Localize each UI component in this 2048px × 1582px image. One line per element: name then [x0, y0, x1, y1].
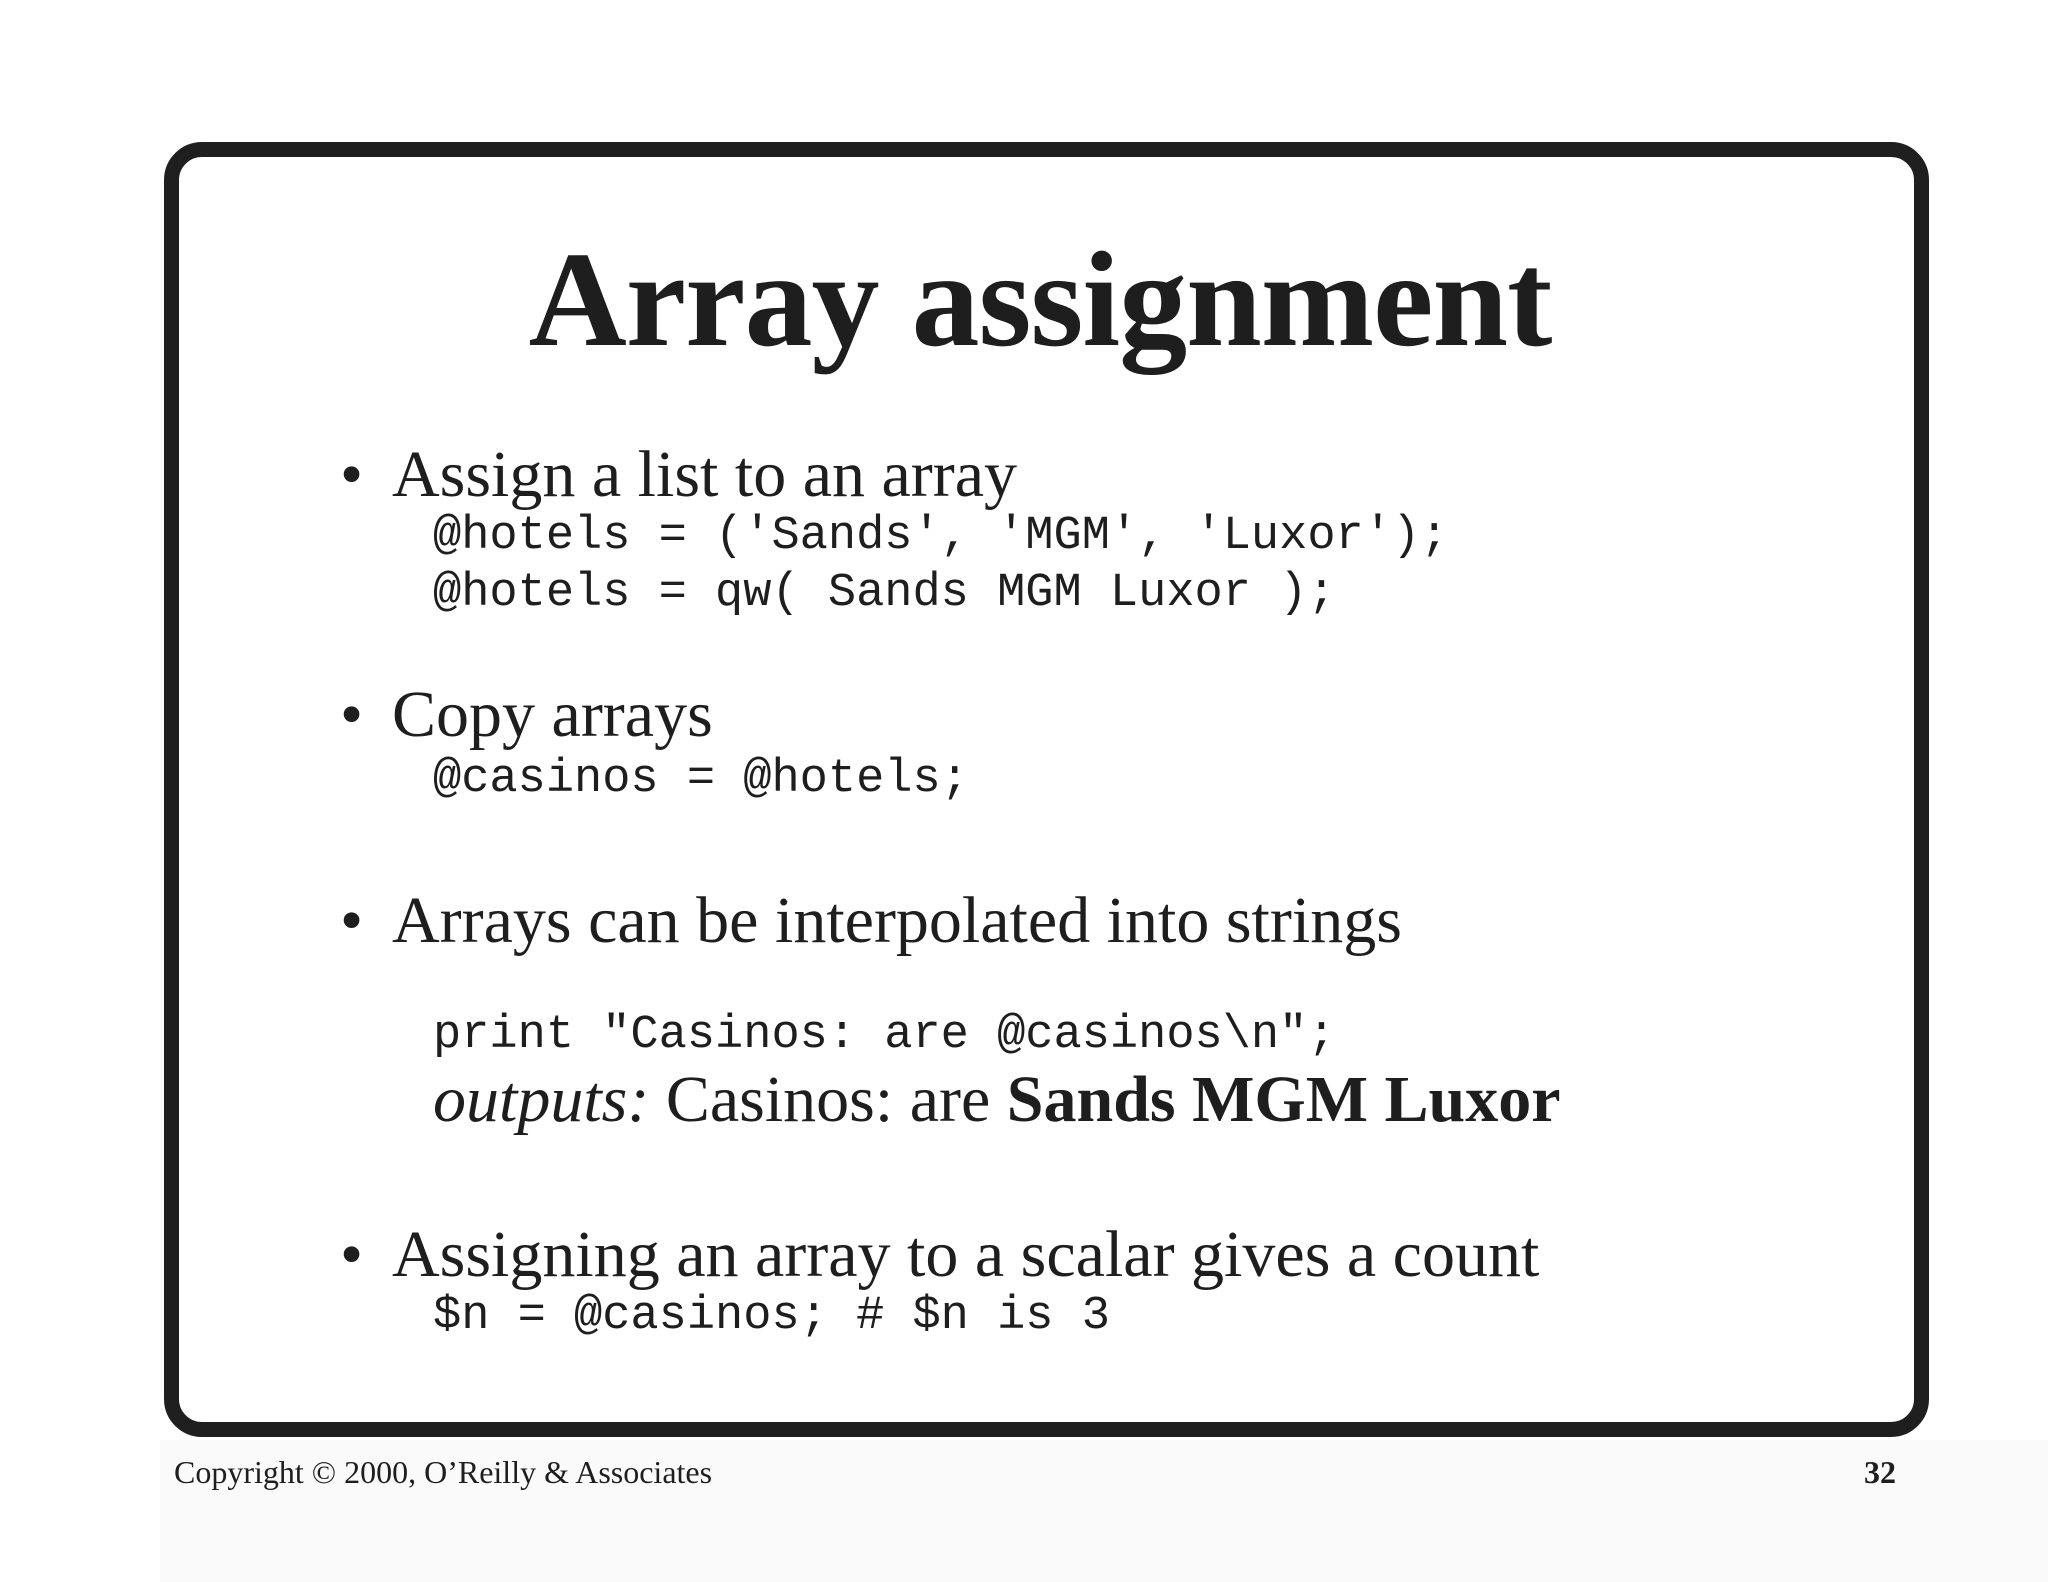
code-line: @casinos = @hotels; — [433, 753, 969, 806]
bullet-icon: • — [340, 884, 364, 957]
output-plain-text: Casinos: are — [649, 1063, 1007, 1136]
output-bold-text: Sands MGM Luxor — [1006, 1063, 1561, 1136]
output-label: outputs: — [433, 1063, 650, 1136]
bullet-icon: • — [340, 438, 364, 511]
bullet-item — [340, 1218, 1540, 1291]
bullet-icon: • — [340, 678, 364, 751]
code-line: @hotels = ('Sands', 'MGM', 'Luxor'); — [433, 510, 1449, 563]
page-number: 32 — [1864, 1454, 1896, 1490]
footer-copyright: Copyright © 2000, O’Reilly & Associates — [174, 1454, 713, 1490]
output-line — [433, 1063, 1561, 1136]
bullet-item — [340, 438, 1018, 511]
bullet-item — [340, 678, 713, 751]
code-line: print "Casinos: are @casinos\n"; — [433, 1009, 1336, 1062]
bullet-text: Arrays can be interpolated into strings — [392, 884, 1402, 957]
slide-title: Array assignment — [528, 225, 1552, 375]
bullet-text: Assign a list to an array — [392, 438, 1018, 511]
bullet-item — [340, 884, 1402, 957]
code-line: $n = @casinos; # $n is 3 — [433, 1290, 1110, 1343]
bullet-text: Copy arrays — [392, 678, 713, 751]
bullet-icon: • — [340, 1218, 364, 1291]
code-line: @hotels = qw( Sands MGM Luxor ); — [433, 567, 1336, 620]
bullet-text: Assigning an array to a scalar gives a count — [392, 1218, 1540, 1291]
